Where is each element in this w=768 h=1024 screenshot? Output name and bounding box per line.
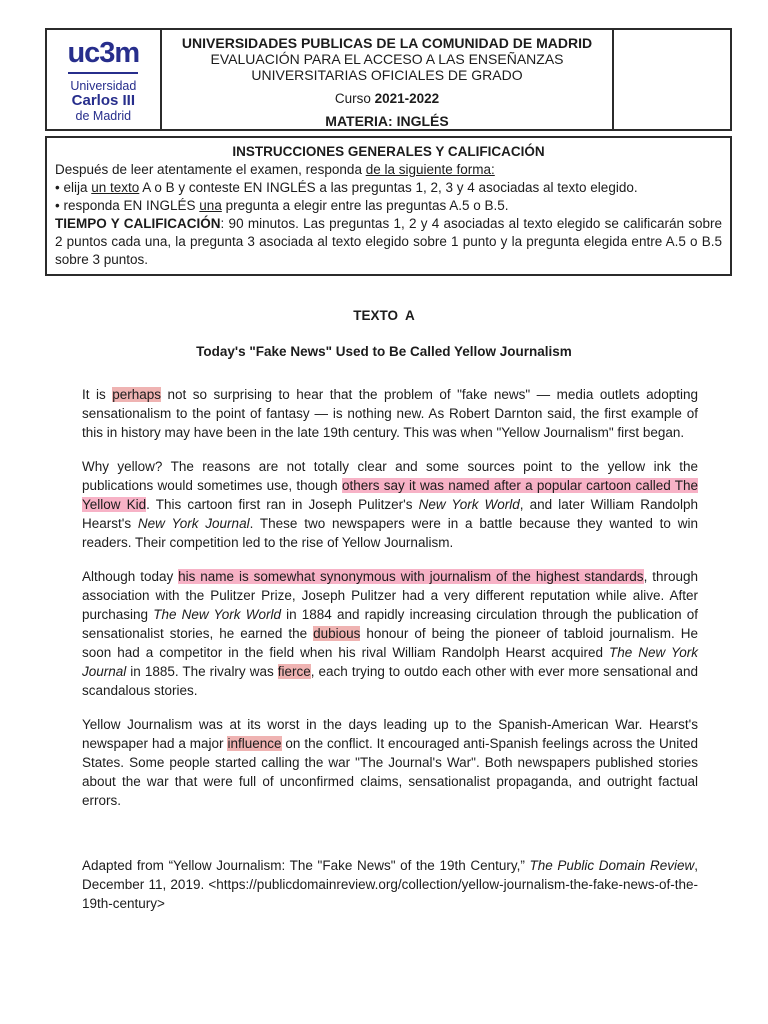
text-title: Today's "Fake News" Used to Be Called Yellow Journalism xyxy=(196,344,572,359)
logo-de-madrid: de Madrid xyxy=(75,109,132,123)
org-title: UNIVERSIDADES PUBLICAS DE LA COMUNIDAD DE MADRID xyxy=(181,35,593,51)
instruction-line-tiempo: TIEMPO Y CALIFICACIÓN: 90 minutos. Las preguntas 1, 2 y 4 asociadas al texto elegido se calificarán sobre 2 puntos cada una, la pregunta 3 asociada al texto elegido sobre 1 punto y la pregunta elegida entre A.5 o B.5 sobre 3 puntos. xyxy=(55,216,723,267)
uc3m-logo xyxy=(47,30,162,129)
paragraph-2: Why yellow? The reasons are not totally clear and some sources point to the yellow ink the publications would sometimes use, though others say it was named after a popular cartoon called The Yellow Kid. This cartoon first ran in Joseph Pulitzer's New York World, and later William Randolph Hearst's New York Journal. These two newspapers were in a battle because they wanted to win readers. Their competition led to the rise of Yellow Journalism. xyxy=(82,459,698,550)
text-body xyxy=(82,385,698,913)
logo-carlos-iii: Carlos III xyxy=(71,92,136,109)
instruction-line-bullet-2: • responda EN INGLÉS una pregunta a elegir entre las preguntas A.5 o B.5. xyxy=(55,198,509,213)
logo-divider-rule xyxy=(68,72,138,74)
course-line xyxy=(162,91,613,106)
instructions-title: INSTRUCCIONES GENERALES Y CALIFICACIÓN xyxy=(232,144,545,159)
course-value: 2021-2022 xyxy=(374,91,440,106)
paragraph-1: It is perhaps not so surprising to hear that the problem of "fake news" — media outlets adopting sensationalism to the point of fantasy — is nothing new. As Robert Darnton said, the first example of this in history may have been in the late 19th century. This was when "Yellow Journalism" first began. xyxy=(82,387,698,440)
header-empty-cell xyxy=(612,30,730,129)
eval-title-line1: EVALUACIÓN PARA EL ACCESO A LAS ENSEÑANZAS xyxy=(210,51,564,67)
subject-line: MATERIA: INGLÉS xyxy=(325,113,449,129)
eval-title-line2: UNIVERSITARIAS OFICIALES DE GRADO xyxy=(251,67,523,83)
logo-universidad: Universidad xyxy=(70,79,137,93)
instruction-line-intro: Después de leer atentamente el examen, responda de la siguiente forma: xyxy=(55,162,495,177)
paragraph-3: Although today his name is somewhat synonymous with journalism of the highest standards, through association with the Pulitzer Prize, Joseph Pulitzer had a very different reputation while alive. After purchasing The New York World in 1884 and rapidly increasing circulation through the publication of sensationalist stories, he earned the dubious honour of being the pioneer of tabloid journalism. He soon had a competitor in the field when his rival William Randolph Hearst acquired The New York Journal in 1885. The rivalry was fierce, each trying to outdo each other with ever more sensational and scandalous stories. xyxy=(82,569,699,698)
uc3m-wordmark: uc3m xyxy=(67,37,140,69)
exam-header xyxy=(45,28,732,131)
citation: Adapted from “Yellow Journalism: The "Fake News" of the 19th Century,” The Public Domain Review, December 11, 2019. <https://publicdomainreview.org/collection/yellow-journalism-the-fake-news-of-the-19th-century> xyxy=(82,858,698,911)
course-label: Curso xyxy=(334,91,371,106)
header-center xyxy=(162,30,613,129)
texto-a-label: TEXTO A xyxy=(353,308,415,323)
instruction-line-bullet-1: • elija un texto A o B y conteste EN INGLÉS a las preguntas 1, 2, 3 y 4 asociadas al texto elegido. xyxy=(55,180,638,195)
instructions-box xyxy=(45,136,732,276)
paragraph-4: Yellow Journalism was at its worst in the days leading up to the Spanish-American War. Hearst's newspaper had a major influence on the conflict. It encouraged anti-Spanish feelings across the United States. Some people started calling the war "The Journal's War". Both newspapers published stories about the war that were full of unconfirmed claims, sensationalist propaganda, and outright factual errors. xyxy=(82,717,699,808)
